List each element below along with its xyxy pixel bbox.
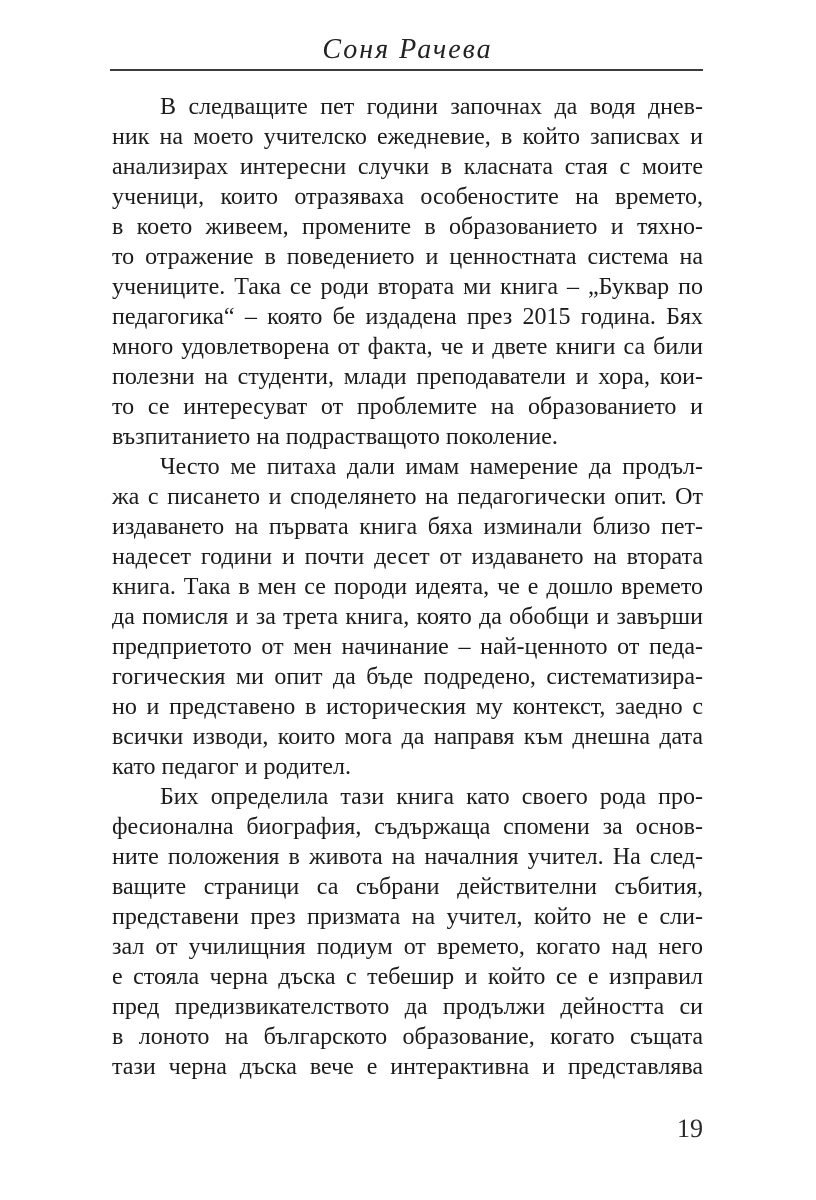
text-line: учениците. Така се роди втората ми книга – „Буквар по [112, 274, 703, 300]
text-line: Бих определила тази книга като своего рода про- [160, 784, 703, 810]
page-number: 19 [677, 1114, 703, 1143]
text-line: полезни на студенти, млади преподаватели и хора, кои- [112, 364, 703, 390]
text-line: жа с писането и споделянето на педагогически опит. От [112, 484, 703, 510]
text-line: ващите страници са събрани действителни събития, [112, 874, 703, 900]
text-line: В следващите пет години започнах да водя днев- [160, 94, 703, 120]
text-line: ник на моето учителско ежедневие, в който записвах и [112, 124, 703, 150]
text-line: в лоното на българското образование, когато същата [112, 1024, 703, 1050]
text-line: издаването на първата книга бяха изминали близо пет- [112, 514, 703, 540]
text-line: надесет години и почти десет от издаването на втората [112, 544, 703, 570]
text-line: гогическия ми опит да бъде подредено, систематизира- [112, 664, 703, 690]
text-line: да помисля и за трета книга, която да обобщи и завърши [112, 604, 703, 630]
text-line: представени през призмата на учител, който не е сли- [112, 904, 703, 930]
text-line: Често ме питаха дали имам намерение да продъл- [160, 454, 703, 480]
text-line: анализирах интересни случки в класната стая с моите [112, 154, 703, 180]
text-line: е стояла черна дъска с тебешир и който се е изправил [112, 964, 703, 990]
text-line: то се интересуват от проблемите на образованието и [112, 394, 703, 420]
paragraph [112, 782, 703, 1082]
text-line: възпитанието на подрастващото поколение. [112, 424, 558, 450]
running-header: Соня Рачева [322, 34, 493, 65]
text-line: педагогика“ – която бе издадена през 2015 година. Бях [112, 304, 703, 330]
paragraph [112, 452, 703, 782]
text-line: пред предизвикателството да продължи дейността си [112, 994, 703, 1020]
text-line: предприетото от мен начинание – най-ценното от педа- [112, 634, 703, 660]
text-line: фесионална биография, съдържаща спомени за основ- [112, 814, 703, 840]
text-line: тази черна дъска вече е интерактивна и представлява [112, 1054, 703, 1080]
text-line: много удовлетворена от факта, че и двете книги са били [112, 334, 703, 360]
body-text [112, 92, 703, 1082]
paragraph [112, 92, 703, 452]
text-line: зал от училищния подиум от времето, когато над него [112, 934, 703, 960]
header-rule [110, 69, 703, 71]
text-line: всички изводи, които мога да направя към днешна дата [112, 724, 703, 750]
text-line: като педагог и родител. [112, 754, 351, 780]
text-line: книга. Така в мен се породи идеята, че е дошло времето [112, 574, 703, 600]
text-line: ученици, които отразяваха особеностите на времето, [112, 184, 703, 210]
text-line: ните положения в живота на началния учител. На след- [112, 844, 703, 870]
text-line: но и представено в историческия му контекст, заедно с [112, 694, 703, 720]
text-line: в което живеем, промените в образованието и тяхно- [112, 214, 703, 240]
text-line: то отражение в поведението и ценностната система на [112, 244, 703, 270]
